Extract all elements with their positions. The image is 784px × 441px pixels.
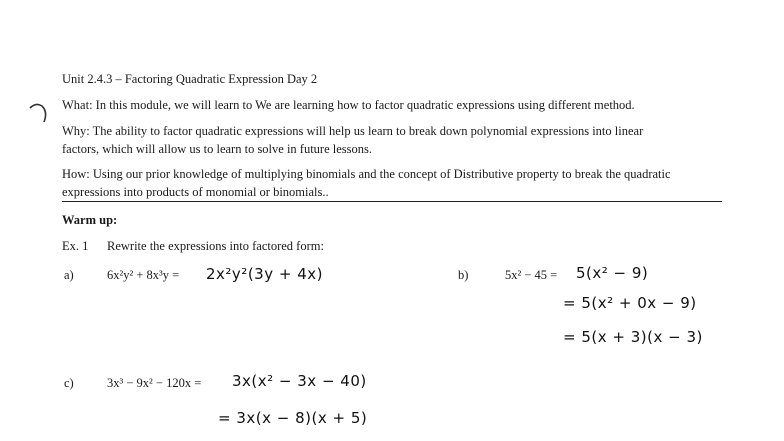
what-statement: What: In this module, we will learn to We are learning how to factor quadratic expressions using different method. xyxy=(62,98,635,112)
example-instruction: Rewrite the expressions into factored form: xyxy=(107,239,324,253)
problem-b-label: b) xyxy=(458,268,469,282)
problem-c-step-2: = 3x(x − 8)(x + 5) xyxy=(218,409,368,427)
worksheet-title: Unit 2.4.3 – Factoring Quadratic Expression Day 2 xyxy=(62,72,318,86)
how-statement-line-2: expressions into products of monomial or binomials.. xyxy=(62,185,329,199)
problem-a-label: a) xyxy=(64,268,74,282)
section-divider xyxy=(62,201,722,202)
why-statement-line-2: factors, which will allow us to learn to solve in future lessons. xyxy=(62,142,373,156)
problem-c-label: c) xyxy=(64,376,74,390)
example-label: Ex. 1 xyxy=(62,239,89,253)
problem-a-expression: 6x²y² + 8x³y = xyxy=(107,268,180,282)
problem-b-step-1: 5(x² − 9) xyxy=(576,264,649,282)
problem-b-step-2: = 5(x² + 0x − 9) xyxy=(563,294,697,312)
margin-hole-mark xyxy=(28,100,50,126)
warm-up-heading: Warm up: xyxy=(62,213,118,227)
why-statement-line-1: Why: The ability to factor quadratic expressions will help us learn to break down polynomial expressions into linear xyxy=(62,124,644,138)
problem-c-expression: 3x³ − 9x² − 120x = xyxy=(107,376,202,390)
problem-b-expression: 5x² − 45 = xyxy=(505,268,558,282)
problem-a-answer: 2x²y²(3y + 4x) xyxy=(206,265,323,283)
problem-c-step-1: 3x(x² − 3x − 40) xyxy=(232,372,367,390)
problem-b-step-3: = 5(x + 3)(x − 3) xyxy=(563,328,703,346)
how-statement-line-1: How: Using our prior knowledge of multiplying binomials and the concept of Distributive property to break the quadratic xyxy=(62,167,671,181)
